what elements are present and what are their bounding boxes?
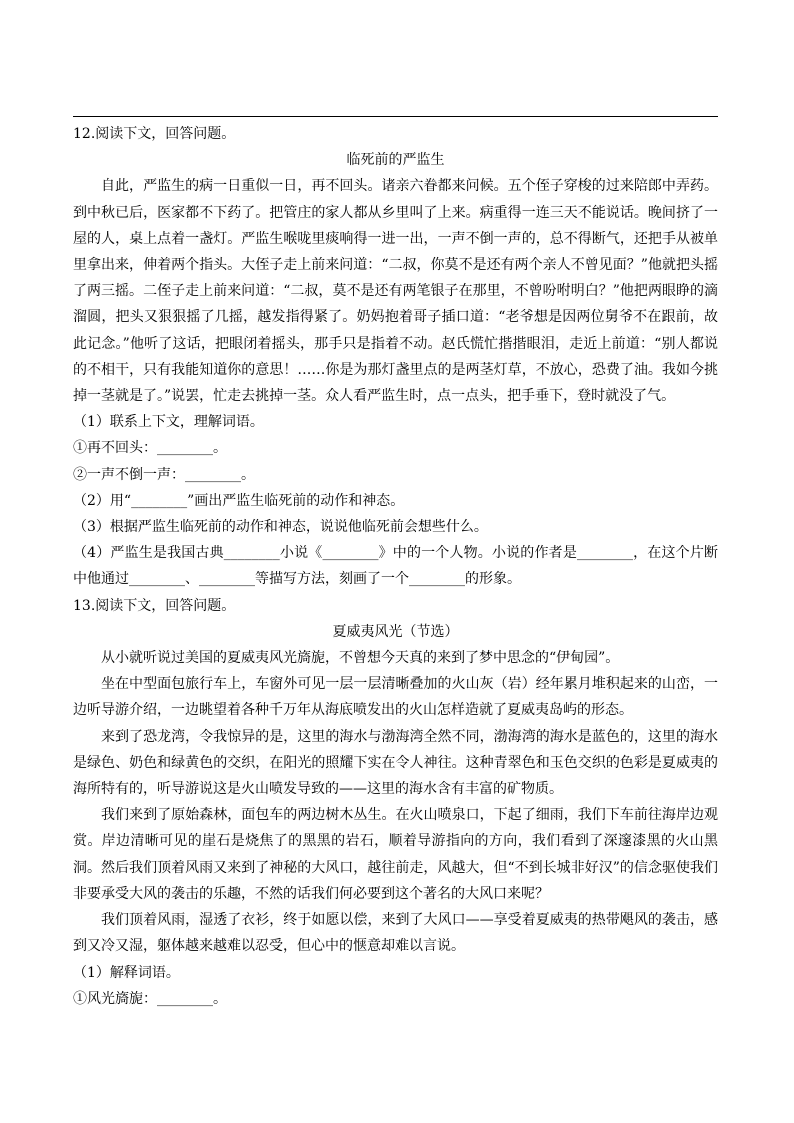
document-body (73, 121, 718, 1012)
question-12-sub-1b: ②一声不倒一声：________。 (73, 466, 255, 483)
question-12-passage: 自此，严监生的病一日重似一日，再不回头。诸亲六眷都来问候。五个侄子穿梭的过来陪郎中弄药。到中秋已后，医家都不下药了。把管庄的家人都从乡里叫了上来。病重得一连三天不能说话。晚间挤了一屋的人，桌上点着一盏灯。严监生喉咙里痰响得一进一出，一声不倒一声的，总不得断气，还把手从被单里拿出来，伸着两个指头。大侄子走上前来问道：“二叔，你莫不是还有两个亲人不曾见面？”他就把头摇了两三摇。二侄子走上前来问道：“二叔，莫不是还有两笔银子在那里，不曾吩咐明白？”他把两眼睁的滴溜圆，把头又狠狠摇了几摇，越发指得紧了。奶妈抱着哥子插口道：“老爷想是因两位舅爷不在跟前，故此记念。”他听了这话，把眼闭着摇头，那手只是指着不动。赵氏慌忙揩揩眼泪，走近上前道：“别人都说的不相干，只有我能知道你的意思！……你是为那灯盏里点的是两茎灯草，不放心，恐费了油。我如今挑掉一茎就是了。”说罢，忙走去挑掉一茎。众人看严监生时，点一点头，把手垂下，登时就没了气。 (73, 178, 718, 405)
question-13-paragraph: 从小就听说过美国的夏威夷风光旖旎，不曾想今天真的来到了梦中思念的“伊甸园”。 (101, 650, 620, 667)
question-13-header: 13.阅读下文，回答问题。 (73, 597, 236, 614)
question-13 (73, 593, 718, 1012)
question-12-sub-4: （4）严监生是我国古典________小说《________》中的一个人物。小说的作者是________，在这个片断中他通过________、________等描写方法，刻画了一个________的形象。 (73, 545, 718, 588)
question-13-paragraph: 我们来到了原始森林，面包车的两边树木丛生。在火山喷泉口，下起了细雨，我们下车前往海岸边观赏。岸边清晰可见的崖石是烧焦了的黑黑的岩石，顺着导游指向的方向，我们看到了深邃漆黑的火山黑洞。然后我们顶着风雨又来到了神秘的大风口，越往前走，风越大，但“不到长城非好汉”的信念驱使我们非要承受大风的袭击的乐趣，不然的话我们何必要到这个著名的大风口来呢？ (73, 807, 718, 902)
question-13-sub-1a: ①风光旖旎：________。 (73, 990, 227, 1007)
question-12-sub-3: （3）根据严监生临死前的动作和神态，说说他临死前会想些什么。 (73, 519, 488, 536)
header-rule (73, 116, 718, 117)
question-12-sub-1: （1）联系上下文，理解词语。 (73, 414, 264, 431)
question-13-paragraph: 来到了恐龙湾，令我惊异的是，这里的海水与渤海湾全然不同，渤海湾的海水是蓝色的，这里的海水是绿色、奶色和绿黄色的交织，在阳光的照耀下实在令人神往。这种青翠色和玉色交织的色彩是夏威夷的海所特有的，听导游说这是火山喷发导致的——这里的海水含有丰富的矿物质。 (73, 728, 718, 798)
question-13-paragraph: 我们顶着风雨，湿透了衣衫，终于如愿以偿，来到了大风口——享受着夏威夷的热带飓风的袭击，感到又冷又湿，躯体越来越难以忍受，但心中的惬意却难以言说。 (73, 912, 718, 955)
question-12-sub-1a: ①再不回头：________。 (73, 440, 227, 457)
question-13-title: 夏威夷风光（节选） (332, 623, 459, 640)
question-13-paragraph: 坐在中型面包旅行车上，车窗外可见一层一层清晰叠加的火山灰（岩）经年累月堆积起来的山峦，一边听导游介绍，一边眺望着各种千万年从海底喷发出的火山怎样造就了夏威夷岛屿的形态。 (73, 676, 718, 719)
question-13-sub-1: （1）解释词语。 (73, 964, 180, 981)
question-12-title: 临死前的严监生 (346, 152, 445, 169)
question-12-header: 12.阅读下文，回答问题。 (73, 126, 236, 142)
question-12 (73, 121, 718, 593)
question-12-sub-2: （2）用“________”画出严监生临死前的动作和神态。 (73, 492, 405, 509)
